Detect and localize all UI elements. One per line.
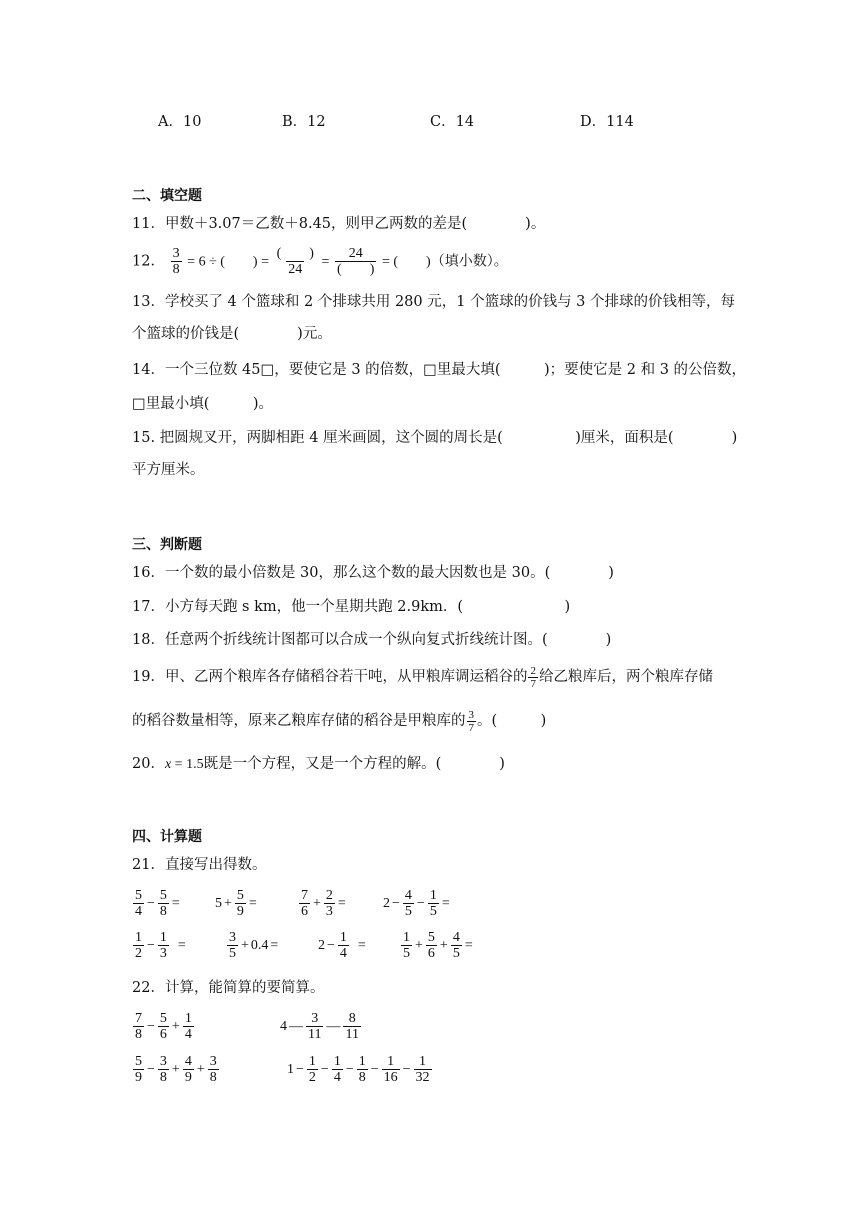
question-21: 21．直接写出得数。: [132, 857, 267, 873]
denominator: 5: [429, 903, 437, 919]
denominator: 2: [135, 945, 142, 961]
expression: [132, 929, 188, 962]
math-symbol: +: [313, 896, 321, 911]
expression: [298, 887, 348, 920]
denominator: 3: [325, 903, 333, 919]
numerator: 1: [308, 1053, 316, 1069]
question-number: 20．: [132, 756, 165, 772]
section-title-fill-in: 二、填空题: [132, 188, 202, 204]
expression: [383, 887, 452, 920]
math-symbol: +: [415, 938, 423, 953]
math-symbol: 4: [280, 1019, 287, 1034]
math-symbol: =: [337, 896, 346, 911]
question-15-line2: 平方厘米。: [132, 462, 205, 478]
expression: [318, 929, 368, 962]
equation-part: = 1.5: [171, 757, 204, 772]
numerator: 3: [311, 1010, 319, 1026]
question-text: 既是一个方程，又是一个方程的解。( ): [203, 756, 505, 772]
math-symbol: −: [370, 1062, 379, 1077]
numerator: 1: [159, 929, 167, 945]
numerator: 1: [403, 929, 410, 945]
denominator: 6: [159, 1026, 167, 1042]
numerator: 7: [301, 887, 308, 903]
numerator: 5: [427, 929, 435, 945]
choice-a: A．10: [158, 114, 202, 130]
math-symbol: −: [147, 1019, 155, 1034]
numerator: 5: [135, 1053, 142, 1069]
question-13-line2: 个篮球的价钱是( )元。: [132, 326, 332, 342]
numerator: 1: [419, 1053, 427, 1069]
equation-part: =: [321, 254, 330, 270]
numerator: 5: [135, 887, 142, 903]
numerator: 24: [348, 246, 363, 261]
denominator: 4: [333, 1069, 341, 1085]
fraction: [324, 888, 335, 919]
question-text: 。( ): [477, 713, 547, 729]
denominator: 7: [468, 721, 474, 734]
fraction: [133, 888, 144, 919]
math-symbol: +: [439, 938, 448, 953]
fraction: [208, 1054, 219, 1085]
fraction: [426, 930, 437, 961]
numerator: 3: [172, 246, 180, 261]
math-symbol: =: [177, 938, 186, 953]
numerator: 1: [339, 929, 347, 945]
question-12: [132, 246, 508, 278]
fraction: [451, 930, 462, 961]
fraction: [307, 1054, 318, 1085]
numerator: 3: [209, 1053, 217, 1069]
numerator: 3: [159, 1053, 167, 1069]
question-19-line1: [132, 662, 713, 692]
fraction: [183, 1054, 194, 1085]
numerator: 5: [159, 887, 167, 903]
math-symbol: −: [147, 1062, 155, 1077]
denominator: 5: [404, 903, 412, 919]
numerator: 4: [404, 887, 412, 903]
question-17: 17．小方每天跑 s km，他一个星期共跑 2.9km．( ): [132, 599, 571, 615]
fraction: [158, 888, 169, 919]
math-symbol: =: [357, 938, 366, 953]
denominator: 9: [184, 1069, 192, 1085]
expression: [226, 929, 280, 962]
math-symbol: −: [296, 1062, 304, 1077]
question-14-line2: □里最小填( )。: [132, 396, 274, 412]
fraction: [382, 1054, 400, 1085]
math-symbol: =: [171, 896, 180, 911]
denominator: 4: [135, 903, 142, 919]
math-symbol: −: [345, 1062, 354, 1077]
numerator: 1: [387, 1053, 395, 1069]
math-symbol: +: [171, 1019, 180, 1034]
math-symbol: 5: [215, 896, 222, 911]
section-title-true-false: 三、判断题: [132, 537, 202, 553]
question-text: 19．甲、乙两个粮库各存储稻谷若干吨，从甲粮库调运稻谷的: [132, 669, 528, 685]
question-19-line2: [132, 706, 546, 736]
question-18: 18．任意两个折线统计图都可以合成一个纵向复式折线统计图。( ): [132, 632, 612, 648]
question-text: 给乙粮库后，两个粮库存储: [538, 669, 713, 685]
math-symbol: =: [248, 896, 257, 911]
fraction: [158, 1011, 169, 1042]
denominator: 32: [415, 1069, 430, 1085]
expression: [400, 929, 475, 962]
variable: x: [164, 757, 172, 772]
numerator: 1: [429, 887, 437, 903]
fraction: [467, 709, 477, 734]
math-symbol: =: [441, 896, 450, 911]
math-symbol: +: [224, 896, 232, 911]
question-15-line1: 15. 把圆规叉开，两脚相距 4 厘米画圆，这个圆的周长是( )厘米，面积是( ): [132, 430, 738, 446]
numerator: 8: [348, 1010, 356, 1026]
fraction: [528, 665, 538, 690]
math-symbol: −: [402, 1062, 411, 1077]
denominator: 4: [339, 945, 347, 961]
fraction: [338, 930, 349, 961]
fraction: [235, 888, 246, 919]
numerator: 3: [229, 929, 236, 945]
denominator: 11: [345, 1026, 359, 1042]
fraction: [428, 888, 439, 919]
numerator: 1: [333, 1053, 341, 1069]
math-symbol: 2: [383, 896, 390, 911]
denominator: 8: [135, 1026, 142, 1042]
fraction: [401, 930, 412, 961]
numerator: 1: [358, 1053, 366, 1069]
section-title-calculation: 四、计算题: [132, 829, 202, 845]
math-symbol: —: [289, 1019, 303, 1034]
fraction: [275, 246, 316, 277]
fraction: [227, 930, 238, 961]
denominator: 11: [308, 1026, 322, 1042]
numerator: 1: [135, 929, 142, 945]
fraction: [343, 1011, 360, 1042]
denominator: 9: [236, 903, 244, 919]
fraction: [403, 888, 414, 919]
question-14-line1: 14．一个三位数 45□，要使它是 3 的倍数，□里最大填( )；要使它是 2 和 3 的公倍数，: [132, 362, 747, 378]
fraction: [414, 1054, 432, 1085]
expression: [132, 1053, 220, 1086]
numerator: 2: [325, 887, 333, 903]
numerator: ( ): [276, 246, 314, 261]
denominator: ( ): [337, 262, 375, 277]
math-symbol: +: [171, 1062, 180, 1077]
fraction: [171, 246, 182, 277]
math-symbol: −: [320, 1062, 329, 1077]
denominator: 8: [358, 1069, 366, 1085]
denominator: 6: [301, 903, 308, 919]
choice-b: B．12: [282, 114, 326, 130]
numerator: 3: [468, 708, 474, 721]
denominator: 5: [229, 945, 236, 961]
numerator: 5: [159, 1010, 167, 1026]
fraction: [335, 246, 376, 277]
question-20: [132, 754, 505, 775]
equation-part: = 6 ÷ ( ) =: [187, 254, 269, 270]
denominator: 5: [452, 945, 460, 961]
math-symbol: −: [327, 938, 335, 953]
denominator: 16: [383, 1069, 398, 1085]
math-symbol: −: [147, 938, 155, 953]
question-text: 的稻谷数量相等，原来乙粮库存储的稻谷是甲粮库的: [132, 713, 466, 729]
question-16: 16．一个数的最小倍数是 30，那么这个数的最大因数也是 30。( ): [132, 565, 614, 581]
question-number: 12．: [132, 253, 165, 270]
question-22: 22．计算，能简算的要简算。: [132, 980, 325, 996]
fraction: [183, 1011, 194, 1042]
denominator: 8: [209, 1069, 217, 1085]
expression: [132, 887, 182, 920]
math-symbol: −: [147, 896, 155, 911]
denominator: 4: [184, 1026, 192, 1042]
numerator: 2: [530, 664, 536, 677]
denominator: 8: [159, 903, 167, 919]
math-symbol: —: [326, 1019, 341, 1034]
fraction: [158, 1054, 169, 1085]
numerator: 7: [135, 1010, 142, 1026]
choice-c: C．14: [430, 114, 475, 130]
fraction: [133, 930, 144, 961]
math-symbol: −: [416, 896, 425, 911]
fraction: [357, 1054, 368, 1085]
fraction: [306, 1011, 323, 1042]
math-symbol: =: [270, 938, 279, 953]
denominator: 8: [172, 262, 180, 277]
expression: [287, 1053, 433, 1086]
expression: [280, 1010, 362, 1043]
denominator: 5: [403, 945, 410, 961]
fraction: [299, 888, 310, 919]
math-symbol: 1: [287, 1062, 294, 1077]
numerator: 1: [184, 1010, 192, 1026]
numerator: 4: [184, 1053, 192, 1069]
math-symbol: 2: [318, 938, 325, 953]
math-symbol: 0.4: [250, 938, 269, 953]
math-symbol: +: [196, 1062, 205, 1077]
fraction: [133, 1011, 144, 1042]
numerator: 5: [236, 887, 244, 903]
question-11: 11．甲数＋3.07＝乙数＋8.45，则甲乙两数的差是( )。: [132, 216, 546, 232]
math-symbol: +: [241, 938, 249, 953]
denominator: 7: [530, 677, 536, 690]
fraction: [332, 1054, 343, 1085]
denominator: 24: [288, 262, 303, 277]
denominator: 2: [308, 1069, 316, 1085]
denominator: 9: [135, 1069, 142, 1085]
fraction: [133, 1054, 144, 1085]
choice-d: D．114: [580, 114, 634, 130]
denominator: 3: [159, 945, 167, 961]
math-symbol: −: [392, 896, 400, 911]
equation-part: = ( )（填小数）。: [381, 254, 508, 270]
question-13-line1: 13．学校买了 4 个篮球和 2 个排球共用 280 元，1 个篮球的价钱与 3 个排球的价钱相等，每: [132, 294, 736, 310]
denominator: 8: [159, 1069, 167, 1085]
expression: [215, 887, 259, 920]
denominator: 6: [427, 945, 435, 961]
fraction: [158, 930, 169, 961]
numerator: 4: [452, 929, 460, 945]
math-symbol: =: [464, 938, 473, 953]
expression: [132, 1010, 195, 1043]
